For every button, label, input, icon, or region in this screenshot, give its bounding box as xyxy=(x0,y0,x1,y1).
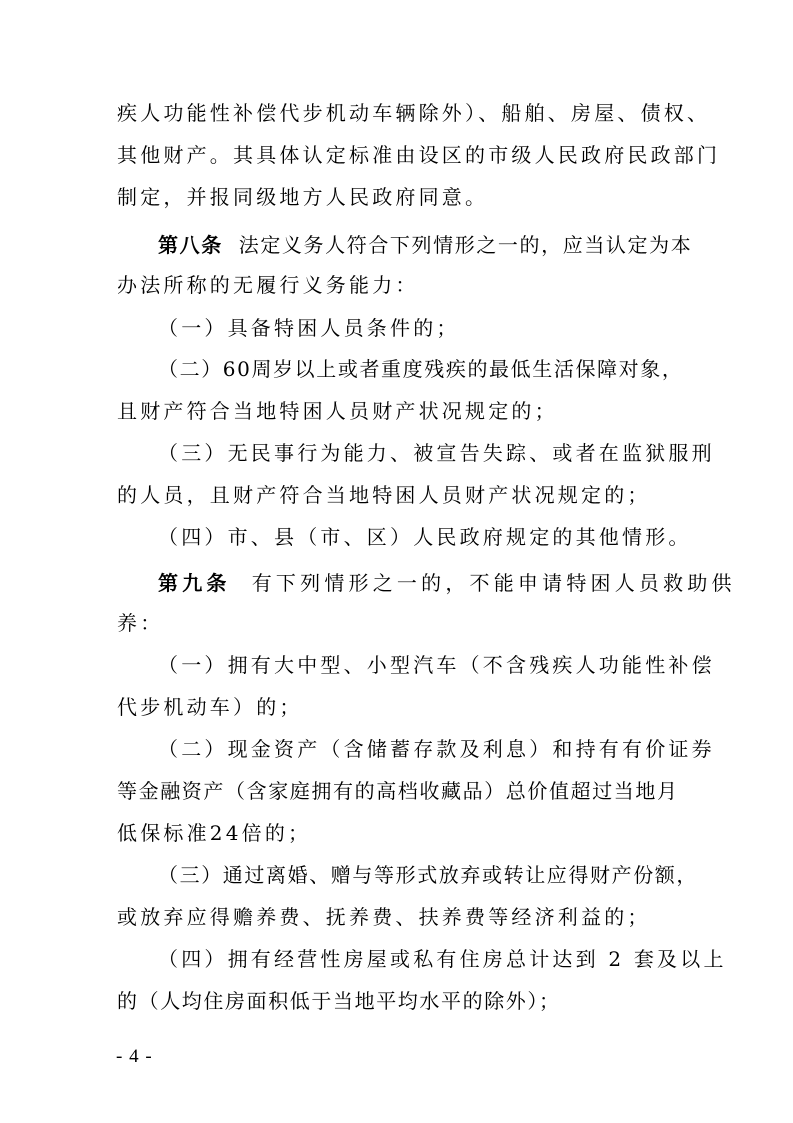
list-item: （三）通过离婚、赠与等形式放弃或转让应得财产份额， xyxy=(158,863,698,887)
article-9-text: 有下列情形之一的，不能申请特困人员救助供 xyxy=(251,571,736,595)
article-8-text: 法定义务人符合下列情形之一的，应当认定为本 xyxy=(238,233,693,257)
list-item: （二）现金资产（含储蓄存款及利息）和持有有价证券 xyxy=(158,737,715,761)
list-item: （四）市、县（市、区）人民政府规定的其他情形。 xyxy=(158,525,692,549)
text-line: 养： xyxy=(117,611,164,635)
list-item: （四）拥有经营性房屋或私有住房总计达到 2 套及以上 xyxy=(158,947,727,971)
text-line: 且财产符合当地特困人员财产状况规定的； xyxy=(117,399,558,423)
list-item: （一）具备特困人员条件的； xyxy=(158,316,460,340)
article-8-heading: 第八条 xyxy=(158,233,223,257)
text-line: 低保标准24倍的； xyxy=(117,821,312,845)
list-item: （二）60周岁以上或者重度残疾的最低生活保障对象， xyxy=(158,357,684,381)
text-line: 的（人均住房面积低于当地平均水平的除外）； xyxy=(117,989,561,1013)
text-line: 等金融资产（含家庭拥有的高档收藏品）总价值超过当地月 xyxy=(117,779,679,803)
article-9-line xyxy=(158,569,736,597)
article-9-heading: 第九条 xyxy=(158,571,231,595)
page-number: - 4 - xyxy=(116,1046,153,1067)
list-item: （三）无民事行为能力、被宣告失踪、或者在监狱服刑 xyxy=(158,441,715,465)
article-8-line xyxy=(158,231,692,259)
text-line: 代步机动车）的； xyxy=(117,695,303,719)
text-line: 制定，并报同级地方人民政府同意。 xyxy=(117,185,489,209)
text-line: 疾人功能性补偿代步机动车辆除外）、船舶、房屋、债权、 xyxy=(117,101,711,125)
text-line: 办法所称的无履行义务能力： xyxy=(117,273,419,297)
text-line: 或放弃应得赡养费、抚养费、扶养费等经济利益的； xyxy=(117,905,651,929)
text-line: 的人员，且财产符合当地特困人员财产状况规定的； xyxy=(117,483,651,507)
text-line: 其他财产。其具体认定标准由设区的市级人民政府民政部门 xyxy=(117,143,721,167)
list-item: （一）拥有大中型、小型汽车（不含残疾人功能性补偿 xyxy=(158,653,715,677)
